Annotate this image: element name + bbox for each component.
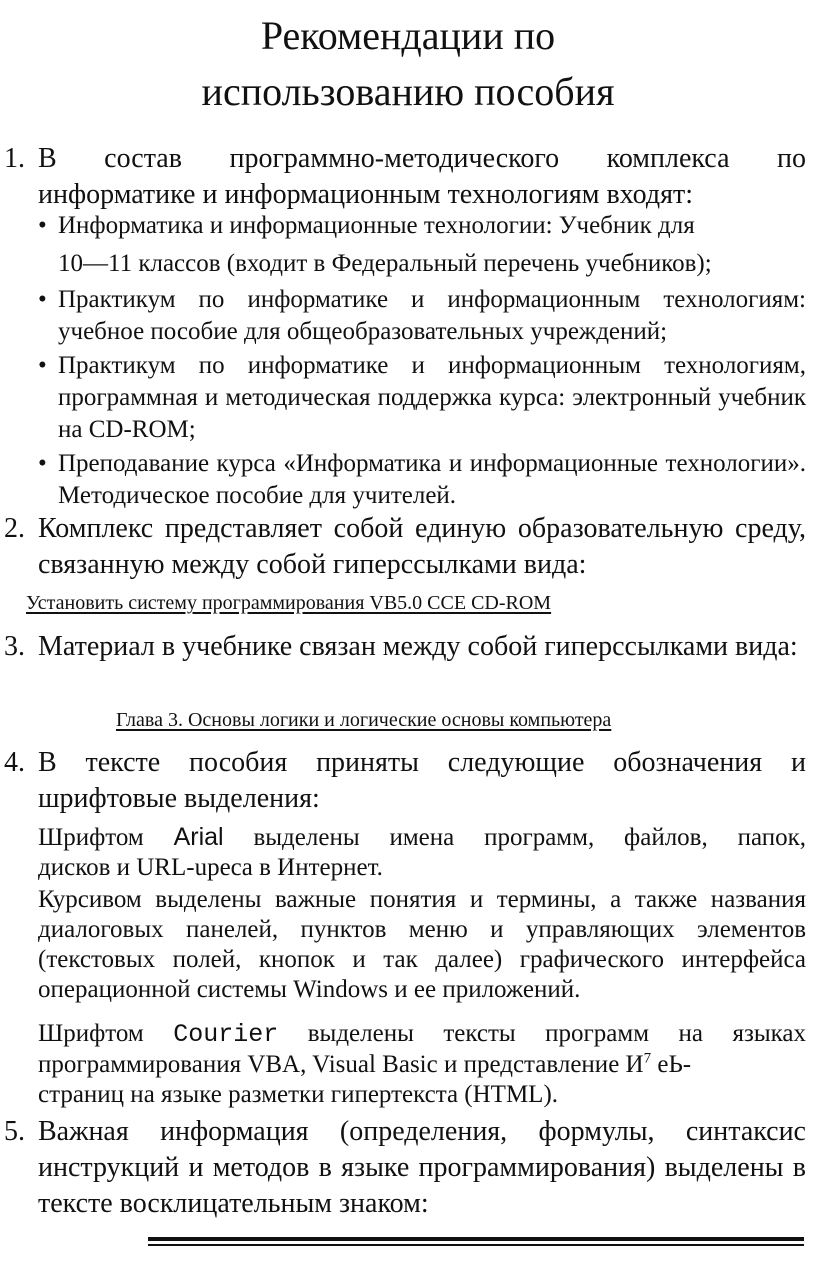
bullet-text: Преподавание курса «Информатика и информационные технологии». Методическое пособие для учителей. — [58, 450, 806, 509]
page-title — [0, 8, 816, 120]
hyperlink-example[interactable]: Глава 3. Основы логики и логические основы компьютера — [116, 709, 612, 731]
title-line-2: использованию пособия — [201, 69, 615, 114]
item-number: 3. — [4, 631, 25, 662]
bullet-icon: • — [38, 352, 47, 379]
italic-font-note: Курсивом выделены важные понятия и термины, а также названия диалоговых панелей, пунктов меню и управляющих элементов (текстовых полей, кнопок и так далее) графического интерфейса операционной системы Windows и ее приложений. — [38, 886, 806, 1003]
courier-font-sample: Courier — [173, 1020, 279, 1049]
hyperlink-example[interactable]: Установить систему программирования VB5.0 CCE CD-ROM — [26, 592, 552, 614]
title-line-1: Рекомендации по — [260, 13, 556, 58]
item-text: Комплекс представляет собой единую образовательную среду, связанную между собой гиперссылками вида: — [38, 513, 806, 580]
arial-font-sample: Arial — [173, 823, 224, 851]
bullet-icon: • — [38, 212, 47, 239]
item-text: Материал в учебнике связан между собой гиперссылками вида: — [38, 631, 798, 662]
item-text: В тексте пособия приняты следующие обозначения и шрифтовые выделения: — [38, 747, 806, 814]
superscript: 7 — [643, 1050, 652, 1067]
item-text: В состав программно-методического комплекса по информатике и информационным технологиям входят: — [38, 143, 806, 210]
bullet-text: Практикум по информатике и информационным технологиям: учебное пособие для общеобразовательных учреждений; — [58, 286, 806, 345]
item-number: 1. — [4, 143, 25, 174]
item-number: 5. — [4, 1116, 25, 1147]
item-number: 4. — [4, 747, 25, 778]
arial-font-note: Шрифтом Arial выделены имена программ, файлов, папок, дисков и URL-upeca в Интернет. — [38, 823, 806, 881]
bullet-text: Практикум по информатике и информационным технологиям, программная и методическая поддержка курса: электронный учебник на CD-ROM; — [58, 352, 806, 443]
bullet-text: Информатика и информационные технологии: Учебник для 10—11 классов (входит в Федеральный перечень учебников); — [58, 212, 712, 277]
bullet-icon: • — [38, 286, 47, 313]
courier-font-note: Шрифтом Courier выделены тексты программ на языках программирования VBA, Visual Basic и представление $И^7$ еЬ- страниц на языке разметки гипертекста (HTML). — [38, 1020, 806, 1108]
item-text: Важная информация (определения, формулы, синтаксис инструкций и методов в языке программирования) выделены в тексте восклицательным знаком: — [38, 1116, 806, 1219]
bullet-icon: • — [38, 450, 47, 477]
item-number: 2. — [4, 513, 25, 544]
